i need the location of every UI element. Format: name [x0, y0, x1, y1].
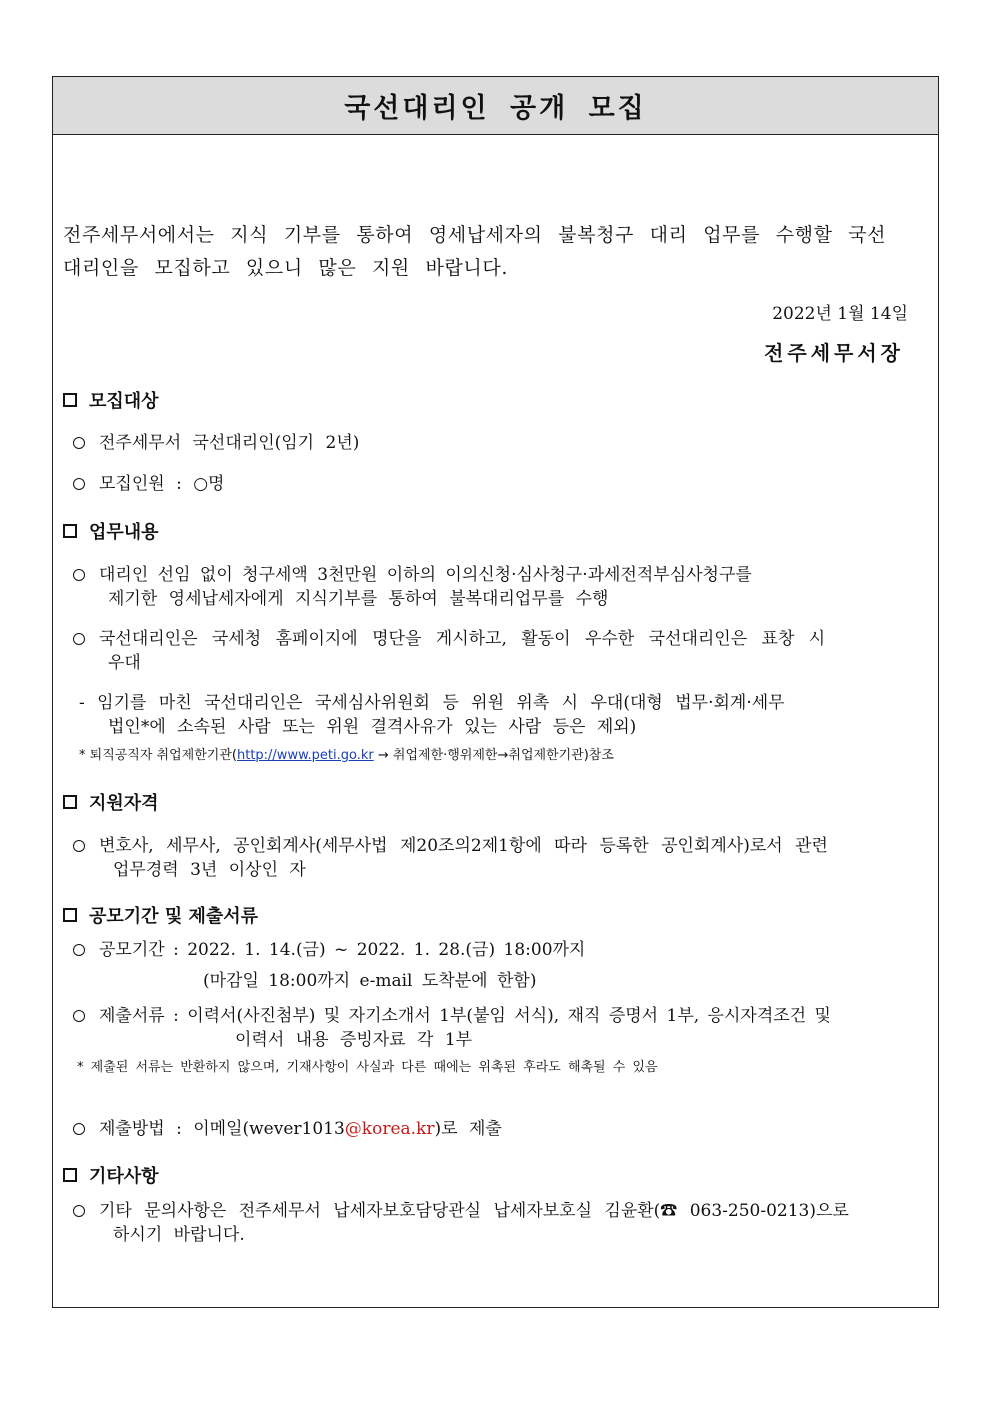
- list-item: [73, 1001, 831, 1026]
- title-bar: [53, 77, 938, 135]
- item-text: 변호사, 세무사, 공인회계사(세무사법 제20조의2제1항에 따라 등록한 공인회계사)로서 관련: [99, 836, 828, 856]
- office-name: 전주세무서장: [764, 341, 904, 365]
- circle-bullet-icon: [73, 1123, 85, 1135]
- checkbox-square-icon: [63, 393, 77, 407]
- list-item: [73, 1114, 502, 1139]
- checkbox-square-icon: [63, 1168, 77, 1182]
- list-item: [73, 831, 828, 856]
- item-text: 전주세무서 국선대리인(임기 2년): [99, 433, 360, 453]
- circle-bullet-icon: [73, 478, 85, 490]
- item-text-suffix: )로 제출: [434, 1119, 502, 1139]
- issue-date: 2022년 1월 14일: [772, 304, 908, 324]
- section-heading-period-docs: [63, 902, 258, 928]
- intro-line-2: 대리인을 모집하고 있으니 많은 지원 바랍니다.: [63, 257, 508, 279]
- section-heading-label: 지원자격: [89, 793, 159, 814]
- circle-bullet-icon: [73, 633, 85, 645]
- list-item: [73, 428, 359, 453]
- email-domain[interactable]: @korea.kr: [344, 1119, 435, 1139]
- peti-link[interactable]: http://www.peti.go.kr: [236, 748, 374, 763]
- section-heading-duties: [63, 518, 159, 544]
- item-text: 공모기간 : 2022. 1. 14.(금) ~ 2022. 1. 28.(금) 18:00까지: [99, 940, 586, 960]
- footnote-prefix: * 퇴직공직자 취업제한기관(: [79, 748, 237, 763]
- list-item: [73, 1196, 849, 1221]
- circle-bullet-icon: [73, 1205, 85, 1217]
- item-continuation: 법인*에 소속된 사람 또는 위원 결격사유가 있는 사람 등은 제외): [108, 717, 637, 737]
- footnote: [79, 744, 614, 763]
- section-heading-etc: [63, 1162, 159, 1188]
- item-continuation: 제기한 영세납세자에게 지식기부를 통하여 불복대리업무를 수행: [108, 589, 609, 609]
- item-continuation: 하시기 바랍니다.: [113, 1225, 245, 1245]
- intro-line-1: 전주세무서에서는 지식 기부를 통하여 영세납세자의 불복청구 대리 업무를 수행할 국선: [63, 224, 887, 246]
- footnote: * 제출된 서류는 반환하지 않으며, 기재사항이 사실과 다른 때에는 위촉된 후라도 해촉될 수 있음: [77, 1060, 658, 1075]
- item-text: 제출방법 : 이메일(wever1013: [99, 1119, 345, 1139]
- item-text: 기타 문의사항은 전주세무서 납세자보호담당관실 납세자보호실 김윤환(☎ 063-250-0213)으로: [99, 1201, 849, 1221]
- footnote-suffix: → 취업제한·행위제한→취업제한기관)참조: [373, 748, 614, 763]
- section-heading-qualification: [63, 789, 159, 815]
- list-item: [73, 560, 752, 585]
- item-text: 제출서류 : 이력서(사진첨부) 및 자기소개서 1부(붙임 서식), 재직 증명서 1부, 응시자격조건 및: [99, 1006, 831, 1026]
- document-frame: [52, 76, 939, 1308]
- circle-bullet-icon: [73, 840, 85, 852]
- item-text: 대리인 선임 없이 청구세액 3천만원 이하의 이의신청·심사청구·과세전적부심사청구를: [99, 565, 752, 585]
- section-heading-label: 공모기간 및 제출서류: [89, 906, 259, 927]
- item-continuation: 업무경력 3년 이상인 자: [113, 860, 306, 880]
- item-continuation: (마감일 18:00까지 e-mail 도착분에 한함): [203, 971, 537, 991]
- circle-bullet-icon: [73, 437, 85, 449]
- section-heading-recruit-target: [63, 387, 159, 413]
- section-heading-label: 모집대상: [89, 391, 159, 412]
- list-item: [73, 469, 224, 494]
- circle-bullet-icon: [73, 944, 85, 956]
- item-text: 모집인원 : ○명: [99, 474, 225, 494]
- item-text: 국선대리인은 국세청 홈페이지에 명단을 게시하고, 활동이 우수한 국선대리인은 표창 시: [99, 629, 826, 649]
- list-item: [73, 935, 585, 960]
- checkbox-square-icon: [63, 908, 77, 922]
- item-continuation: 우대: [108, 653, 141, 673]
- section-heading-label: 업무내용: [89, 522, 159, 543]
- circle-bullet-icon: [73, 1010, 85, 1022]
- circle-bullet-icon: [73, 569, 85, 581]
- checkbox-square-icon: [63, 795, 77, 809]
- page-title: 국선대리인 공개 모집: [344, 93, 647, 124]
- section-heading-label: 기타사항: [89, 1166, 159, 1187]
- item-continuation: 이력서 내용 증빙자료 각 1부: [235, 1030, 473, 1050]
- checkbox-square-icon: [63, 524, 77, 538]
- dash-item: - 임기를 마친 국선대리인은 국세심사위원회 등 위원 위촉 시 우대(대형 법무·회계·세무: [79, 693, 785, 713]
- list-item: [73, 624, 825, 649]
